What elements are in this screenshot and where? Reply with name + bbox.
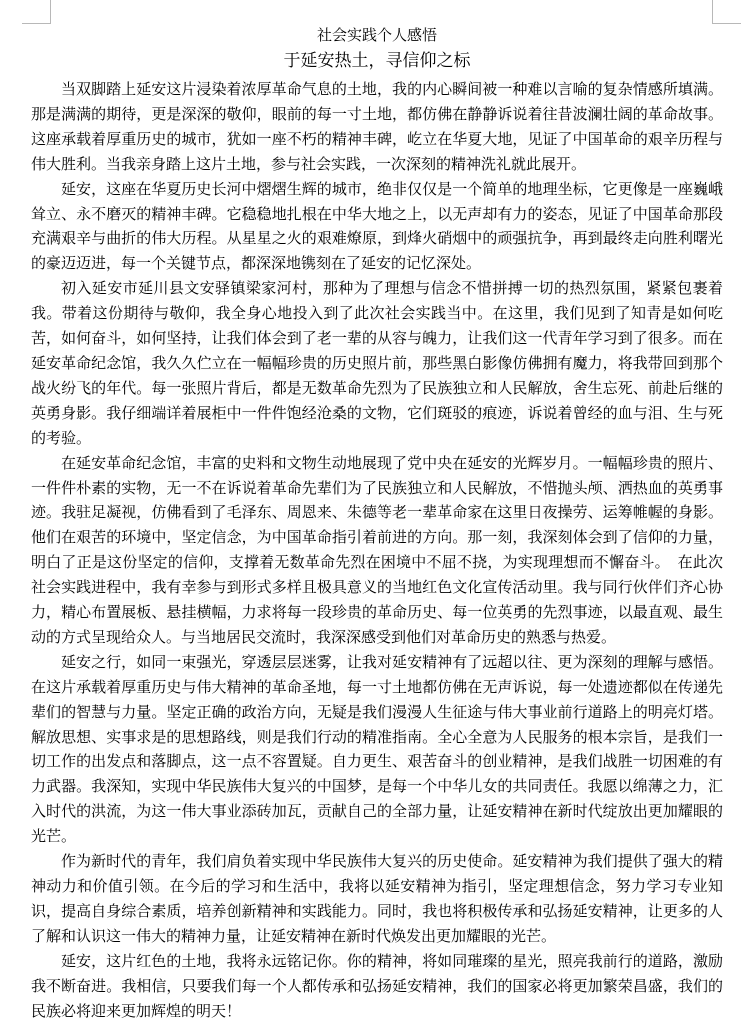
page-corner-mark-top-left	[22, 0, 51, 24]
paragraph: 在延安革命纪念馆，丰富的史料和文物生动地展现了党中央在延安的光辉岁月。一幅幅珍贵的照片、一件件朴素的实物，无一不在诉说着革命先辈们为了民族独立和人民解放，不惜抛头颅、洒热血的英勇事迹。我驻足凝视，仿佛看到了毛泽东、周恩来、朱德等老一辈革命家在这里日夜操劳、运筹帷幄的身影。他们在艰苦的环境中，坚定信念，为中国革命指引着前进的方向。那一刻，我深刻体会到了信仰的力量，明白了正是这份坚定的信仰，支撑着无数革命先烈在困境中不屈不挠，为实现理想而不懈奋斗。 在此次社会实践进程中，我有幸参与到形式多样且极具意义的当地红色文化宣传活动里。我与同行伙伴们齐心协力，精心布置展板、悬挂横幅，力求将每一段珍贵的革命历史、每一位英勇的先烈事迹，以最直观、最生动的方式呈现给众人。与当地居民交流时，我深深感受到他们对革命历史的熟悉与热爱。	[31, 454, 723, 646]
document-content	[31, 25, 723, 1024]
paragraph: 作为新时代的青年，我们肩负着实现中华民族伟大复兴的历史使命。延安精神为我们提供了强大的精神动力和价值引领。在今后的学习和生活中，我将以延安精神为指引，坚定理想信念，努力学习专业知识，提高自身综合素质，培养创新精神和实践能力。同时，我也将积极传承和弘扬延安精神，让更多的人了解和认识这一伟大的精神力量，让延安精神在新时代焕发出更加耀眼的光芒。	[31, 853, 723, 945]
page-title: 社会实践个人感悟	[316, 27, 437, 44]
paragraph: 延安，这座在华夏历史长河中熠熠生辉的城市，绝非仅仅是一个简单的地理坐标，它更像是一座巍峨耸立、永不磨灭的精神丰碑。它稳稳地扎根在中华大地之上，以无声却有力的姿态，见证了中国革命那段充满艰辛与曲折的伟大历程。从星星之火的艰难燎原，到烽火硝烟中的顽强抗争，再到最终走向胜利曙光的豪迈迈进，每一个关键节点，都深深地镌刻在了延安的记忆深处。	[31, 180, 723, 273]
paragraph: 延安之行，如同一束强光，穿透层层迷雾，让我对延安精神有了远超以往、更为深刻的理解与感悟。在这片承载着厚重历史与伟大精神的革命圣地，每一寸土地都仿佛在无声诉说，每一处遗迹都似在传递先辈们的智慧与力量。坚定正确的政治方向，无疑是我们漫漫人生征途与伟大事业前行道路上的明亮灯塔。解放思想、实事求是的思想路线，则是我们行动的精准指南。全心全意为人民服务的根本宗旨，是我们一切工作的出发点和落脚点，这一点不容置疑。自力更生、艰苦奋斗的创业精神，是我们战胜一切困难的有力武器。我深知，实现中华民族伟大复兴的中国梦，是每一个中华儿女的共同责任。我愿以绵薄之力，汇入时代的洪流，为这一伟大事业添砖加瓦，贡献自己的全部力量，让延安精神在新时代绽放出更加耀眼的光芒。	[31, 653, 723, 846]
page-corner-mark-top-right	[712, 0, 741, 24]
paragraph: 初入延安市延川县文安驿镇梁家河村，那种为了理想与信念不惜拼搏一切的热烈氛围，紧紧包裹着我。带着这份期待与敬仰，我全身心地投入到了此次社会实践当中。在这里，我们见到了知青是如何吃苦，如何奋斗，如何坚持，让我们体会到了老一辈的从容与魄力，让我们这一代青年学习到了很多。而在延安革命纪念馆，我久久伫立在一幅幅珍贵的历史照片前，那些黑白影像仿佛拥有魔力，将我带回到那个战火纷飞的年代。每一张照片背后，都是无数革命先烈为了民族独立和人民解放，舍生忘死、前赴后继的英勇身影。我仔细端详着展柜中一件件饱经沧桑的文物，它们斑驳的痕迹，诉说着曾经的血与泪、生与死的考验。	[31, 280, 723, 447]
document-body	[31, 78, 723, 1024]
paragraph: 当双脚踏上延安这片浸染着浓厚革命气息的土地，我的内心瞬间被一种难以言喻的复杂情感所填满。那是满满的期待，更是深深的敬仰，眼前的每一寸土地，都仿佛在静静诉说着往昔波澜壮阔的革命故事。这座承载着厚重历史的城市，犹如一座不朽的精神丰碑，屹立在华夏大地，见证了中国革命的艰辛历程与伟大胜利。当我亲身踏上这片土地，参与社会实践，一次深刻的精神洗礼就此展开。	[31, 81, 723, 173]
paragraph: 延安，这片红色的土地，我将永远铭记你。你的精神，将如同璀璨的星光，照亮我前行的道路，激励我不断奋进。我相信，只要我们每一个人都传承和弘扬延安精神，我们的国家必将更加繁荣昌盛，我们的民族必将迎来更加辉煌的明天！	[31, 952, 723, 1020]
page-subtitle: 于延安热土，寻信仰之标	[283, 51, 471, 70]
